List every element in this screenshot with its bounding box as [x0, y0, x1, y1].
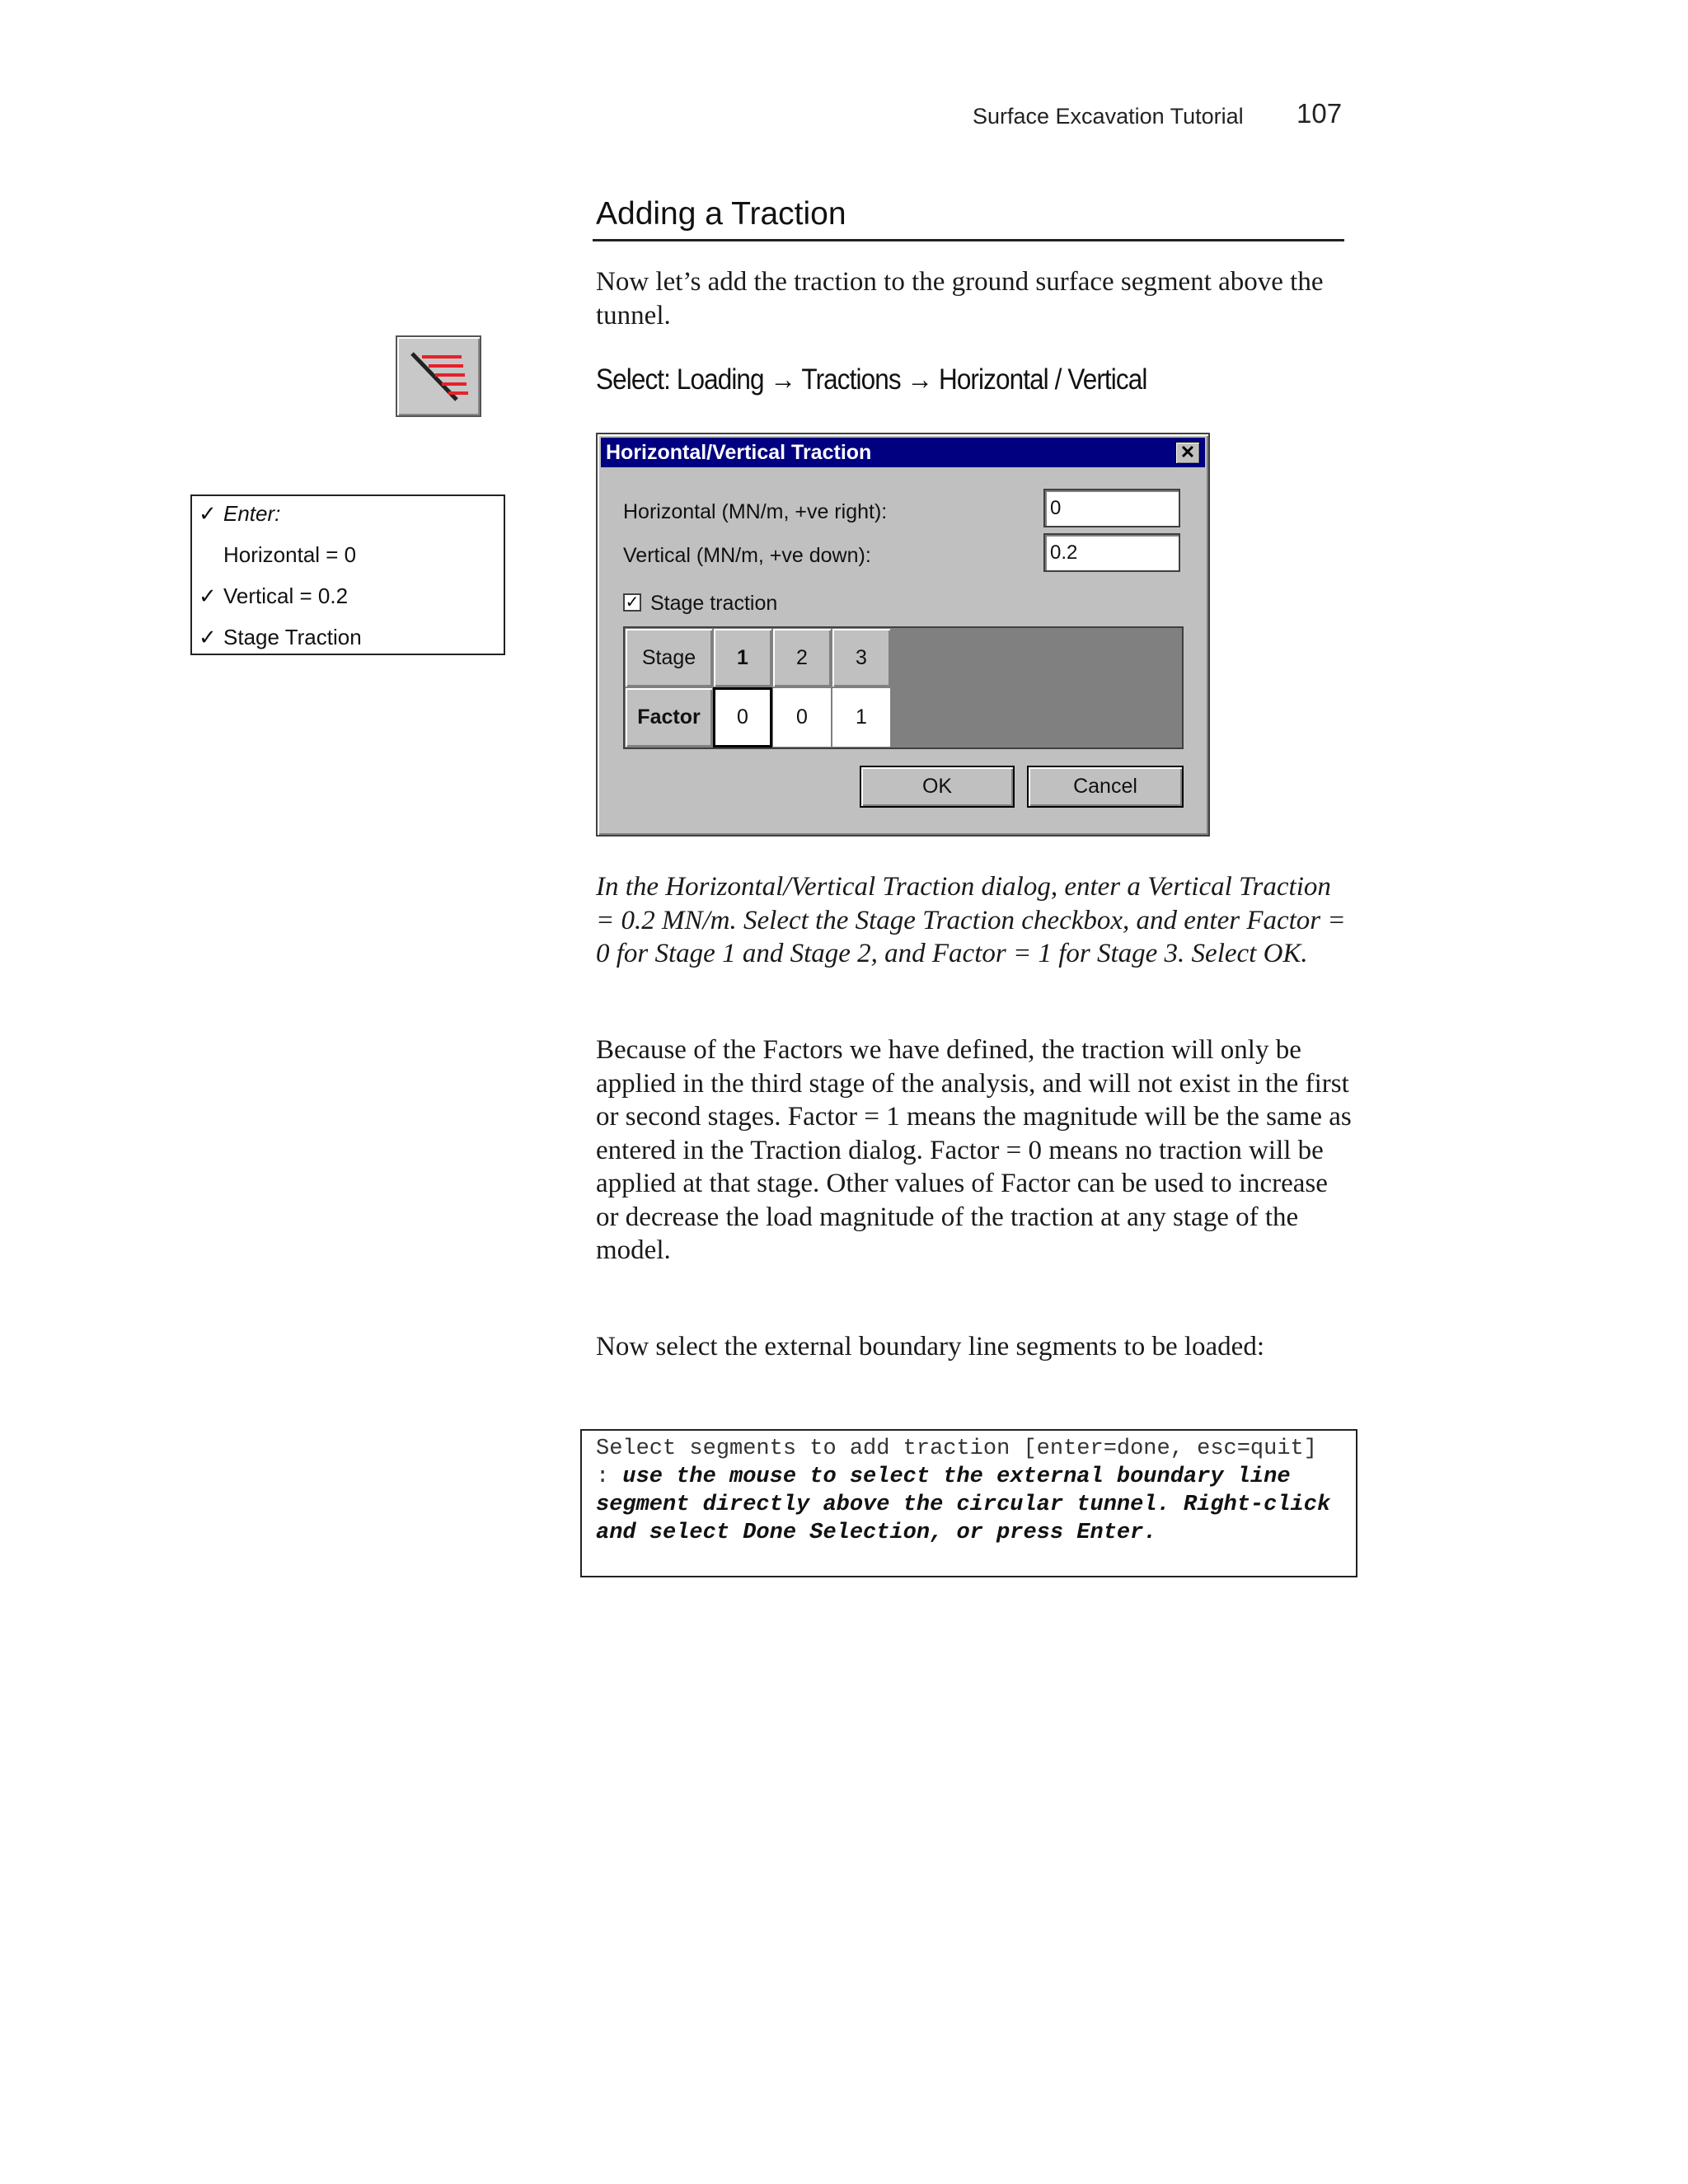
stage-1-header: 1	[713, 628, 772, 687]
section-title: Adding a Traction	[596, 196, 846, 232]
cancel-button[interactable]: Cancel	[1027, 766, 1184, 808]
enter-values-checklist	[190, 494, 505, 655]
running-header-title: Surface Excavation Tutorial	[973, 104, 1244, 129]
factor-stage-2-cell[interactable]: 0	[772, 687, 832, 748]
check-icon: ✓	[199, 583, 217, 608]
ok-button[interactable]: OK	[860, 766, 1015, 808]
close-icon[interactable]: ✕	[1175, 442, 1200, 464]
intro-paragraph: Now let’s add the traction to the ground surface segment above the tunnel.	[596, 267, 1324, 330]
command-prompt-text: Select segments to add traction [enter=done, esc=quit] :	[596, 1436, 1317, 1489]
factor-stage-1-cell[interactable]: 0	[713, 687, 772, 748]
vertical-label: Vertical (MN/m, +ve down):	[623, 544, 871, 567]
command-instruction-text: use the mouse to select the external boundary line segment directly above the circular tunnel. Right-click and select Done Selection, or press Enter.	[596, 1465, 1331, 1545]
checklist-item: ✓ Enter:	[199, 501, 281, 526]
factor-stage-3-cell[interactable]: 1	[832, 687, 891, 748]
horizontal-label: Horizontal (MN/m, +ve right):	[623, 500, 888, 523]
stage-factor-grid	[623, 626, 1184, 749]
instruction-paragraph: In the Horizontal/Vertical Traction dialog, enter a Vertical Traction = 0.2 MN/m. Select the Stage Traction checkbox, and enter Factor = 0 for Stage 1 and Stage 2, and Factor = 1 for Stage 3. Select OK.	[596, 872, 1346, 968]
horizontal-input[interactable]	[1043, 489, 1180, 527]
stage-traction-checkbox[interactable]: ✓	[623, 593, 641, 612]
stage-traction-label: Stage traction	[650, 592, 778, 615]
checklist-item: Horizontal = 0	[223, 542, 357, 567]
dialog-titlebar	[601, 438, 1205, 467]
dialog-title: Horizontal/Vertical Traction	[606, 441, 872, 464]
menu-path-instruction: Select: Loading → Tractions → Horizontal / Vertical	[596, 363, 1147, 396]
stage-row-header: Stage	[625, 628, 713, 687]
page-number: 107	[1296, 98, 1343, 129]
factor-row-header: Factor	[625, 687, 713, 748]
checklist-item: ✓ Stage Traction	[199, 625, 362, 649]
horizontal-vertical-traction-icon	[396, 335, 481, 417]
check-icon: ✓	[199, 625, 217, 649]
horizontal-vertical-traction-dialog	[596, 433, 1210, 837]
checklist-item: ✓ Vertical = 0.2	[199, 583, 349, 608]
title-divider	[593, 239, 1344, 241]
check-icon: ✓	[199, 501, 217, 526]
command-prompt-box	[580, 1429, 1357, 1577]
stage-2-header: 2	[772, 628, 832, 687]
explanation-paragraph: Because of the Factors we have defined, the traction will only be applied in the third stage of the analysis, and will not exist in the first or second stages. Factor = 1 means the magnitude will be the same as entered in the Traction dialog. Factor = 0 means no traction will be applied at that stage. Other values of Factor can be used to increase or decrease the load magnitude of the traction at any stage of the model.	[596, 1035, 1352, 1265]
stage-3-header: 3	[832, 628, 891, 687]
traction-arrows-icon	[397, 337, 480, 415]
next-step-paragraph: Now select the external boundary line segments to be loaded:	[596, 1332, 1264, 1361]
vertical-input[interactable]	[1043, 533, 1180, 572]
